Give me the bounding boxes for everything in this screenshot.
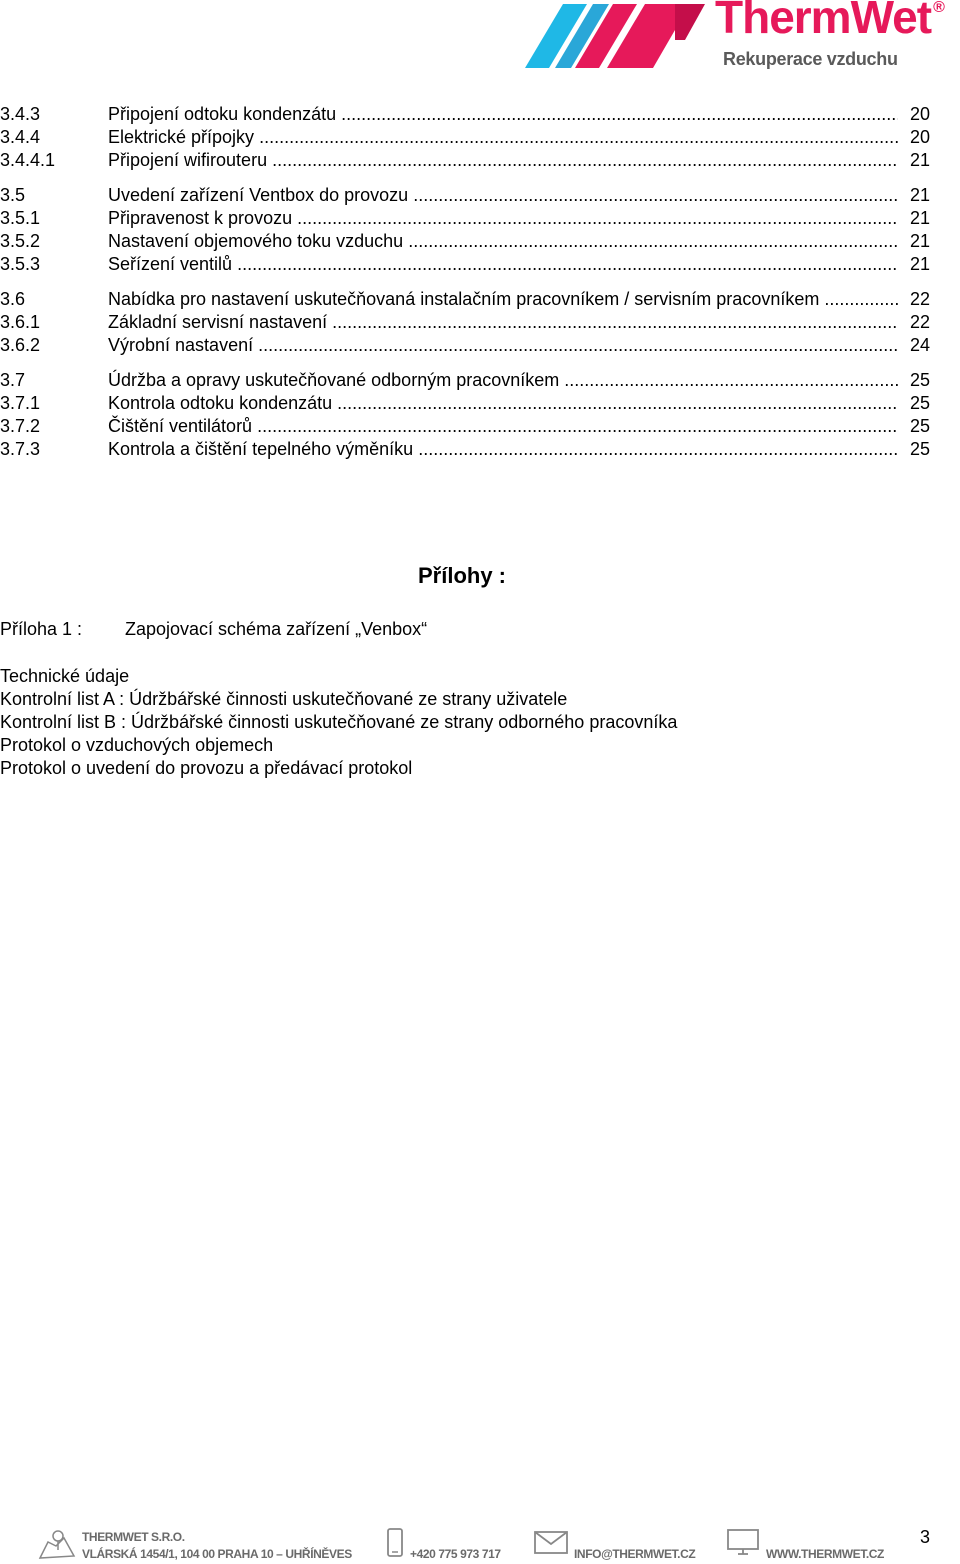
appendix-item: Technické údaje <box>0 666 130 686</box>
toc-title: Údržba a opravy uskutečňované odborným pracovníkem ..... <box>108 369 898 392</box>
toc-number: 3.7 <box>0 370 26 390</box>
appendix-item: Kontrolní list A : Údržbářské činnosti uskutečňované ze strany uživatele <box>0 689 568 709</box>
toc-number: 3.5.1 <box>0 208 41 228</box>
toc-number: 3.5.2 <box>0 231 41 251</box>
toc-title: Výrobní nastavení ..... <box>108 334 898 357</box>
toc-entry[interactable] <box>0 253 930 276</box>
toc-title: Kontrola odtoku kondenzátu ..... <box>108 392 898 415</box>
toc-title: Elektrické přípojky ..... <box>108 126 898 149</box>
toc-entry[interactable] <box>0 230 930 253</box>
toc-entry[interactable] <box>0 438 930 461</box>
toc-title: Nabídka pro nastavení uskutečňovaná instalačním pracovníkem / servisním pracovníkem ..... <box>108 288 898 311</box>
toc-number: 3.4.4 <box>0 127 41 147</box>
thermwet-logo <box>525 0 960 72</box>
toc-entry[interactable] <box>0 369 930 392</box>
toc-page: 25 <box>909 393 930 413</box>
footer-address: VLÁRSKÁ 1454/1, 104 00 PRAHA 10 – UHŘÍNĚVES <box>82 1547 352 1561</box>
toc-page: 20 <box>909 104 930 124</box>
toc-title: Připojení wifirouteru ..... <box>108 149 898 172</box>
toc-number: 3.5 <box>0 185 26 205</box>
toc-page: 25 <box>909 370 930 390</box>
toc-entry[interactable] <box>0 288 930 311</box>
toc-number: 3.7.3 <box>0 439 41 459</box>
logo-tagline: Rekuperace vzduchu <box>723 49 898 69</box>
toc-page: 25 <box>909 416 930 436</box>
logo-mark-icon <box>525 0 710 70</box>
toc-entry[interactable] <box>0 415 930 438</box>
toc-page: 21 <box>909 254 930 274</box>
toc-page: 22 <box>909 289 930 309</box>
toc-page: 25 <box>909 439 930 459</box>
toc-entry[interactable] <box>0 311 930 334</box>
toc-number: 3.7.1 <box>0 393 41 413</box>
toc-page: 22 <box>909 312 930 332</box>
appendices-heading: Přílohy : <box>418 563 507 588</box>
appendix-1-text: Zapojovací schéma zařízení „Venbox“ <box>125 619 428 639</box>
toc-title: Seřízení ventilů ..... <box>108 253 898 276</box>
footer-company: THERMWET S.R.O. <box>82 1530 185 1544</box>
toc-title: Kontrola a čištění tepelného výměníku ..... <box>108 438 898 461</box>
toc-page: 24 <box>909 335 930 355</box>
page-number: 3 <box>919 1527 930 1547</box>
phone-icon <box>386 1528 404 1558</box>
toc-page: 20 <box>909 127 930 147</box>
toc-number: 3.4.3 <box>0 104 41 124</box>
toc-page: 21 <box>909 231 930 251</box>
toc-page: 21 <box>909 150 930 170</box>
toc-entry[interactable] <box>0 184 930 207</box>
map-pin-icon <box>38 1528 76 1560</box>
toc-number: 3.4.4.1 <box>0 150 56 170</box>
footer-web[interactable]: WWW.THERMWET.CZ <box>766 1547 884 1561</box>
toc-title: Uvedení zařízení Ventbox do provozu ..... <box>108 184 898 207</box>
envelope-icon <box>534 1528 568 1554</box>
footer-phone[interactable]: +420 775 973 717 <box>410 1547 501 1561</box>
footer-email[interactable]: INFO@THERMWET.CZ <box>574 1547 696 1561</box>
toc-entry[interactable] <box>0 103 930 126</box>
appendix-list <box>0 665 677 780</box>
toc-title: Čištění ventilátorů ..... <box>108 415 898 438</box>
appendix-item: Protokol o uvedení do provozu a předávací protokol <box>0 758 413 778</box>
toc-entry[interactable] <box>0 149 930 172</box>
appendix-item: Kontrolní list B : Údržbářské činnosti uskutečňované ze strany odborného pracovníka <box>0 712 678 732</box>
toc-title: Nastavení objemového toku vzduchu ..... <box>108 230 898 253</box>
toc-page: 21 <box>909 208 930 228</box>
toc-number: 3.6.1 <box>0 312 41 332</box>
logo-wordmark: ThermWet ® <box>715 0 944 43</box>
toc-number: 3.5.3 <box>0 254 41 274</box>
toc-title: Připravenost k provozu ..... <box>108 207 898 230</box>
monitor-icon <box>726 1528 760 1556</box>
appendix-1-label: Příloha 1 : <box>0 619 83 639</box>
toc-entry[interactable] <box>0 334 930 357</box>
toc-entry[interactable] <box>0 126 930 149</box>
toc-title: Základní servisní nastavení ..... <box>108 311 898 334</box>
toc-title: Připojení odtoku kondenzátu ..... <box>108 103 898 126</box>
toc-number: 3.7.2 <box>0 416 41 436</box>
toc-number: 3.6.2 <box>0 335 41 355</box>
toc-entry[interactable] <box>0 392 930 415</box>
toc-number: 3.6 <box>0 289 26 309</box>
toc-entry[interactable] <box>0 207 930 230</box>
appendix-item: Protokol o vzduchových objemech <box>0 735 274 755</box>
page-footer <box>0 1520 960 1564</box>
toc-page: 21 <box>909 185 930 205</box>
